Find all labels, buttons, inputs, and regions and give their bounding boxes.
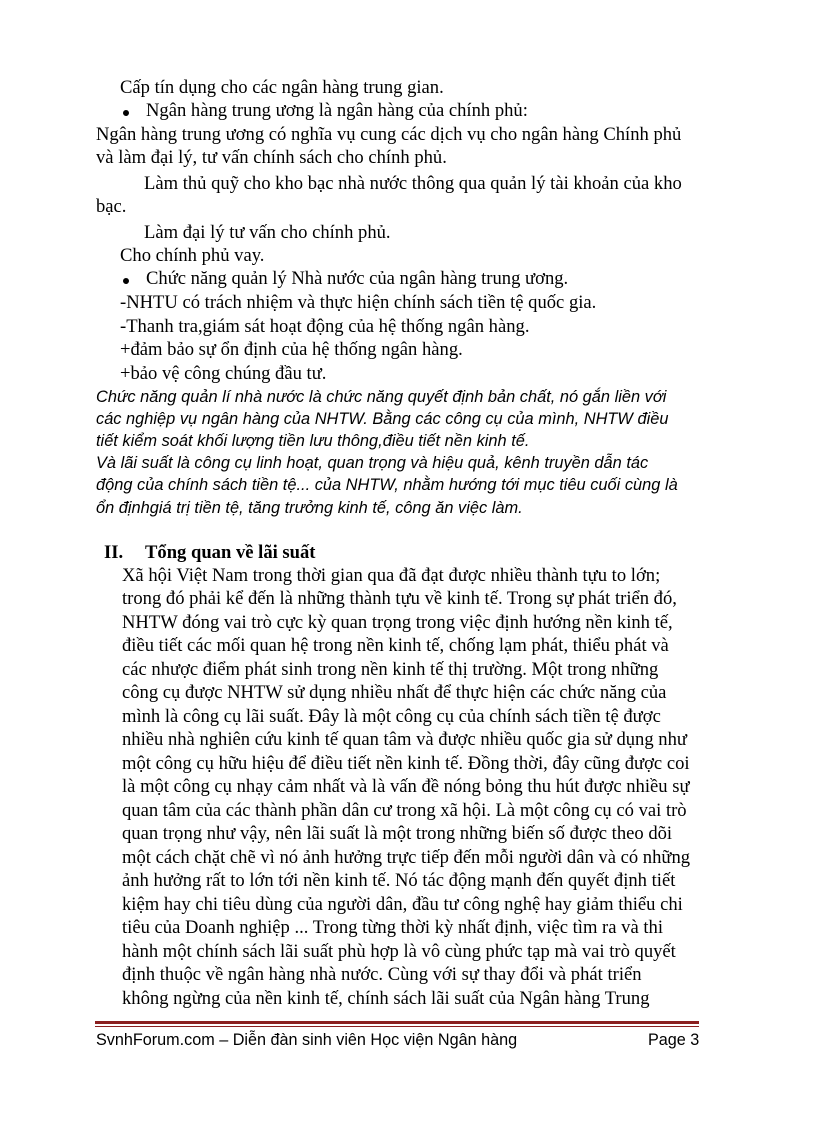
bullet-icon — [123, 110, 129, 116]
text-line: Làm thủ quỹ cho kho bạc nhà nước thông qua quản lý tài khoản của kho — [144, 173, 682, 194]
italic-line: Và lãi suất là công cụ linh hoạt, quan trọng và hiệu quả, kênh truyền dẫn tác — [96, 454, 649, 472]
text-line: -Thanh tra,giám sát hoạt động của hệ thống ngân hàng. — [120, 316, 530, 337]
paragraph-line: công cụ được NHTW sử dụng nhiều nhất để thực hiện các chức năng của — [122, 682, 667, 703]
footer-rule-thin — [95, 1026, 699, 1027]
bullet-item: Chức năng quản lý Nhà nước của ngân hàng trung ương. — [146, 268, 569, 289]
paragraph-line: ảnh hưởng rất to lớn tới nền kinh tế. Nó tác động mạnh đến quyết định tiết — [122, 870, 676, 891]
text-line: và làm đại lý, tư vấn chính sách cho chính phủ. — [96, 147, 447, 168]
footer-site-text: SvnhForum.com – Diễn đàn sinh viên Học viện Ngân hàng — [96, 1031, 518, 1049]
text-line: Làm đại lý tư vấn cho chính phủ. — [144, 222, 391, 243]
text-line: Cho chính phủ vay. — [120, 245, 265, 266]
italic-line: Chức năng quản lí nhà nước là chức năng quyết định bản chất, nó gắn liền với — [96, 388, 667, 406]
section-title: Tổng quan về lãi suất — [145, 542, 316, 563]
italic-line: các nghiệp vụ ngân hàng của NHTW. Bằng các công cụ của mình, NHTW điều — [96, 410, 669, 428]
footer-rule-thick — [95, 1021, 699, 1024]
paragraph-line: một cách chặt chẽ vì nó ảnh hưởng trực tiếp đến mỗi người dân và có những — [122, 847, 691, 868]
italic-line: tiết kiểm soát khối lượng tiền lưu thông,điều tiết nền kinh tế. — [96, 432, 530, 450]
paragraph-line: kiệm hay chi tiêu dùng của người dân, đầu tư công nghệ hay giảm thiểu chi — [122, 894, 683, 915]
paragraph-line: quan trọng như vậy, nên lãi suất là một trong những biến số được theo dõi — [122, 823, 673, 844]
paragraph-line: NHTW đóng vai trò cực kỳ quan trọng trong việc định hướng nền kinh tế, — [122, 612, 673, 633]
paragraph-line: quan tâm của các thành phần dân cư trong xã hội. Là một công cụ có vai trò — [122, 800, 687, 821]
italic-line: động của chính sách tiền tệ... của NHTW, nhằm hướng tới mục tiêu cuối cùng là — [96, 476, 678, 494]
section-number: II. — [104, 542, 124, 563]
page-number: Page 3 — [648, 1031, 700, 1049]
paragraph-line: định thuộc về ngân hàng nhà nước. Cùng với sự thay đổi và phát triển — [122, 964, 642, 985]
text-line: -NHTU có trách nhiệm và thực hiện chính sách tiền tệ quốc gia. — [120, 292, 597, 313]
bullet-icon — [123, 278, 129, 284]
text-line: +bảo vệ công chúng đầu tư. — [120, 363, 327, 384]
paragraph-line: nhiều nhà nghiên cứu kinh tế quan tâm và được nhiều quốc gia sử dụng như — [122, 729, 687, 750]
paragraph-line: không ngừng của nền kinh tế, chính sách lãi suất của Ngân hàng Trung — [122, 988, 650, 1009]
paragraph-line: hành một chính sách lãi suất phù hợp là vô cùng phức tạp mà vai trò quyết — [122, 941, 676, 962]
text-line: Ngân hàng trung ương có nghĩa vụ cung các dịch vụ cho ngân hàng Chính phủ — [96, 124, 682, 145]
paragraph-line: tiêu của Doanh nghiệp ... Trong từng thời kỳ nhất định, việc tìm ra và thi — [122, 917, 663, 938]
paragraph-line: trong đó phải kể đến là những thành tựu về kinh tế. Trong sự phát triển đó, — [122, 588, 677, 609]
text-line: Cấp tín dụng cho các ngân hàng trung gian. — [120, 77, 444, 98]
paragraph-line: một công cụ hữu hiệu để điều tiết nền kinh tế. Đồng thời, đây cũng được coi — [122, 753, 690, 774]
text-line: bạc. — [96, 196, 127, 217]
text-line: +đảm bảo sự ổn định của hệ thống ngân hàng. — [120, 339, 463, 360]
bullet-item: Ngân hàng trung ương là ngân hàng của chính phủ: — [146, 100, 528, 121]
paragraph-line: Xã hội Việt Nam trong thời gian qua đã đạt được nhiều thành tựu to lớn; — [122, 565, 661, 586]
paragraph-line: điều tiết các mối quan hệ trong nền kinh tế, chống lạm phát, thiểu phát và — [122, 635, 669, 656]
italic-line: ổn địnhgiá trị tiền tệ, tăng trưởng kinh tế, công ăn việc làm. — [96, 499, 523, 517]
paragraph-line: là một công cụ nhạy cảm nhất và là vấn đề nóng bỏng thu hút được nhiều sự — [122, 776, 690, 797]
paragraph-line: mình là công cụ lãi suất. Đây là một công cụ của chính sách tiền tệ được — [122, 706, 661, 727]
paragraph-line: các nhược điểm phát sinh trong nền kinh tế thị trường. Một trong những — [122, 659, 659, 680]
